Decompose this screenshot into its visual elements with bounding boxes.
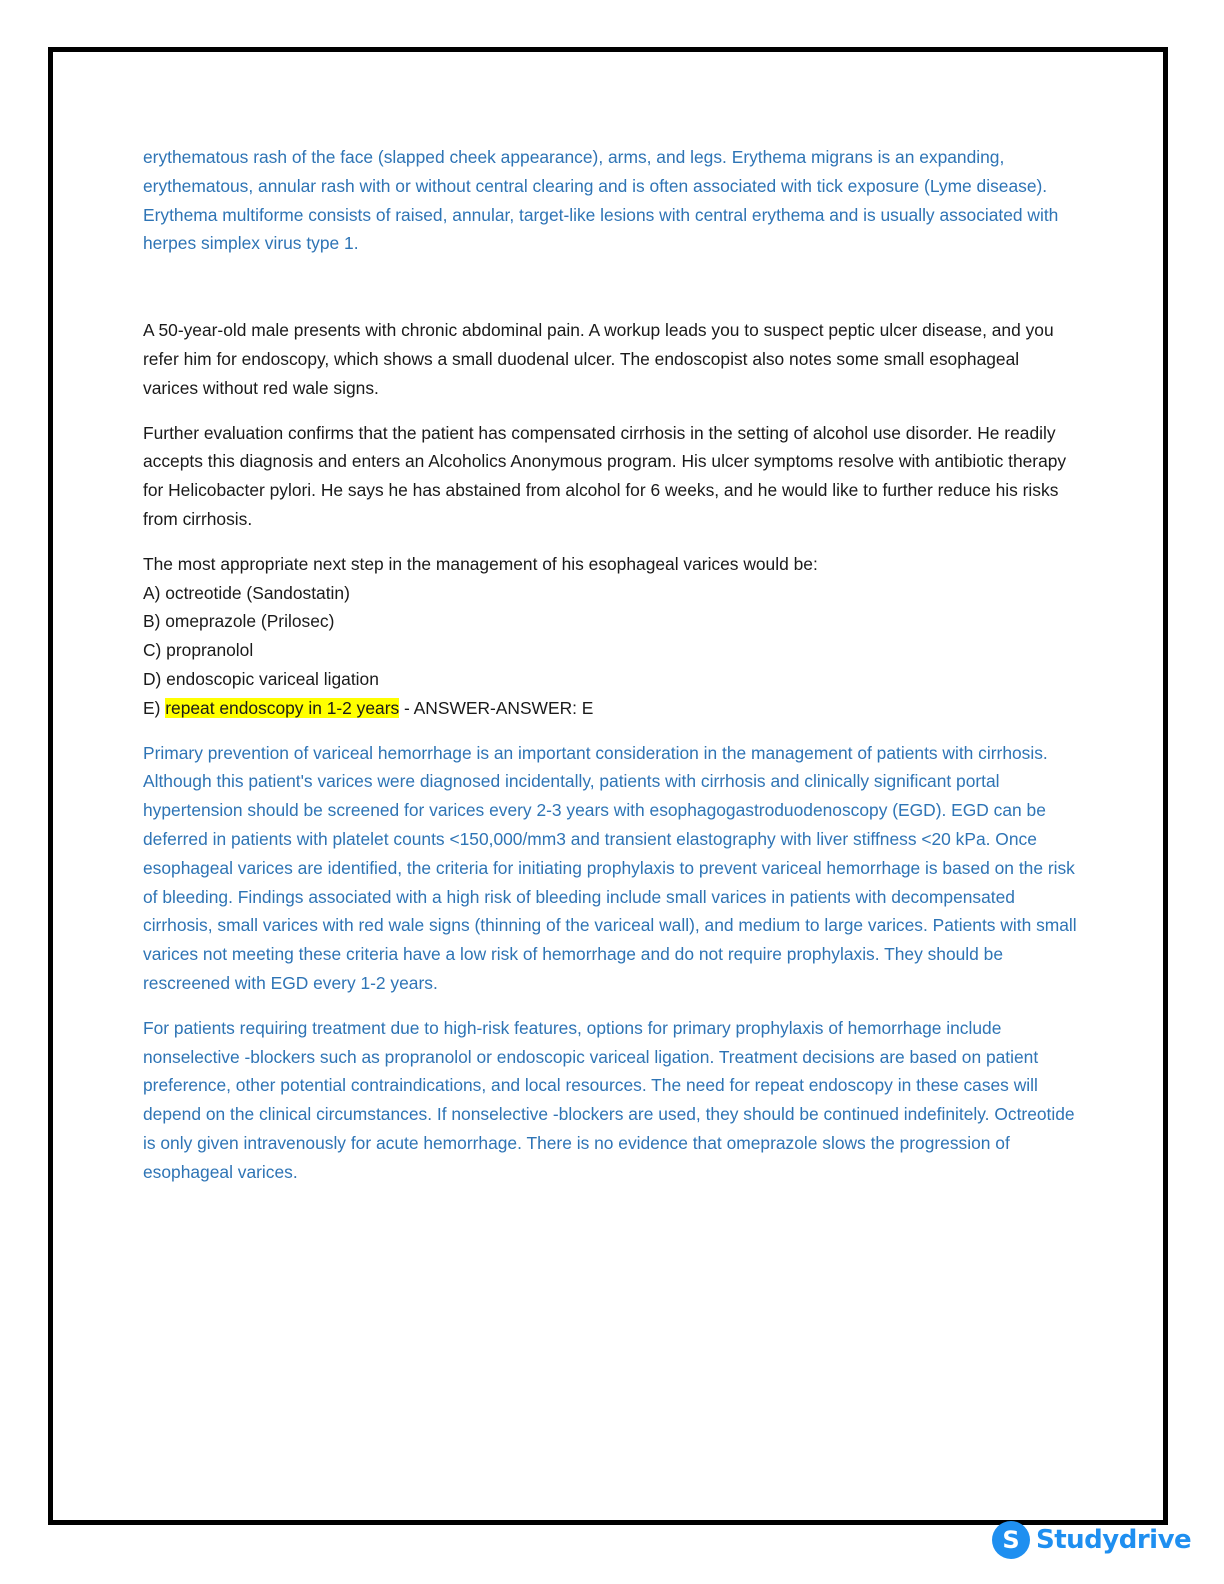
document-content xyxy=(143,143,1078,1187)
explanation-paragraph-1: Primary prevention of variceal hemorrhage is an important consideration in the management of patients with cirrhosis. Although this patient's varices were diagnosed incidentally, patients with cirrhosis and clinically significant portal hypertension should be screened for varices every 2-3 years with esophagogastroduodenoscopy (EGD). EGD can be deferred in patients with platelet counts <150,000/mm3 and transient elastography with liver stiffness <20 kPa. Once esophageal varices are identified, the criteria for initiating prophylaxis to prevent variceal hemorrhage is based on the risk of bleeding. Findings associated with a high risk of bleeding include small varices in patients with decompensated cirrhosis, small varices with red wale signs (thinning of the variceal wall), and medium to large varices. Patients with small varices not meeting these criteria have a low risk of hemorrhage and do not require prophylaxis. They should be rescreened with EGD every 1-2 years. xyxy=(143,742,1077,993)
option-e-highlighted-answer: repeat endoscopy in 1-2 years xyxy=(165,697,400,718)
option-b: B) omeprazole (Prilosec) xyxy=(143,611,335,632)
option-e xyxy=(143,694,1078,723)
option-e-prefix: E) xyxy=(143,697,166,718)
question-stem-1: A 50-year-old male presents with chronic abdominal pain. A workup leads you to suspect peptic ulcer disease, and you refer him for endoscopy, which shows a small duodenal ulcer. The endoscopist also notes some small esophageal varices without red wale signs. xyxy=(143,320,1054,398)
option-d: D) endoscopic variceal ligation xyxy=(143,668,379,689)
question-stem-2: Further evaluation confirms that the patient has compensated cirrhosis in the setting of alcohol use disorder. He readily accepts this diagnosis and enters an Alcoholics Anonymous program. His ulcer symptoms resolve with antibiotic therapy for Helicobacter pylori. He says he has abstained from alcohol for 6 weeks, and he would like to further reduce his risks from cirrhosis. xyxy=(143,422,1067,529)
option-e-answer-key: - ANSWER-ANSWER: E xyxy=(399,697,594,718)
explanation-paragraph-2: For patients requiring treatment due to high-risk features, options for primary prophylaxis of hemorrhage include nonselective -blockers such as propranolol or endoscopic variceal ligation. Treatment decisions are based on patient preference, other potential contraindications, and local resources. The need for repeat endoscopy in these cases will depend on the clinical circumstances. If nonselective -blockers are used, they should be continued indefinitely. Octreotide is only given intravenously for acute hemorrhage. There is no evidence that omeprazole slows the progression of esophageal varices. xyxy=(143,1017,1075,1182)
studydrive-logo-icon: S xyxy=(992,1521,1030,1559)
intro-paragraph: erythematous rash of the face (slapped cheek appearance), arms, and legs. Erythema migrans is an expanding, erythematous, annular rash with or without central clearing and is often associated with tick exposure (Lyme disease). Erythema multiforme consists of raised, annular, target-like lesions with central erythema and is usually associated with herpes simplex virus type 1. xyxy=(143,147,1059,254)
option-c: C) propranolol xyxy=(143,640,254,661)
studydrive-logo[interactable] xyxy=(992,1520,1191,1560)
question-prompt: The most appropriate next step in the management of his esophageal varices would be: xyxy=(143,553,818,574)
option-a: A) octreotide (Sandostatin) xyxy=(143,582,350,603)
studydrive-logo-text: Studydrive xyxy=(1036,1525,1192,1555)
